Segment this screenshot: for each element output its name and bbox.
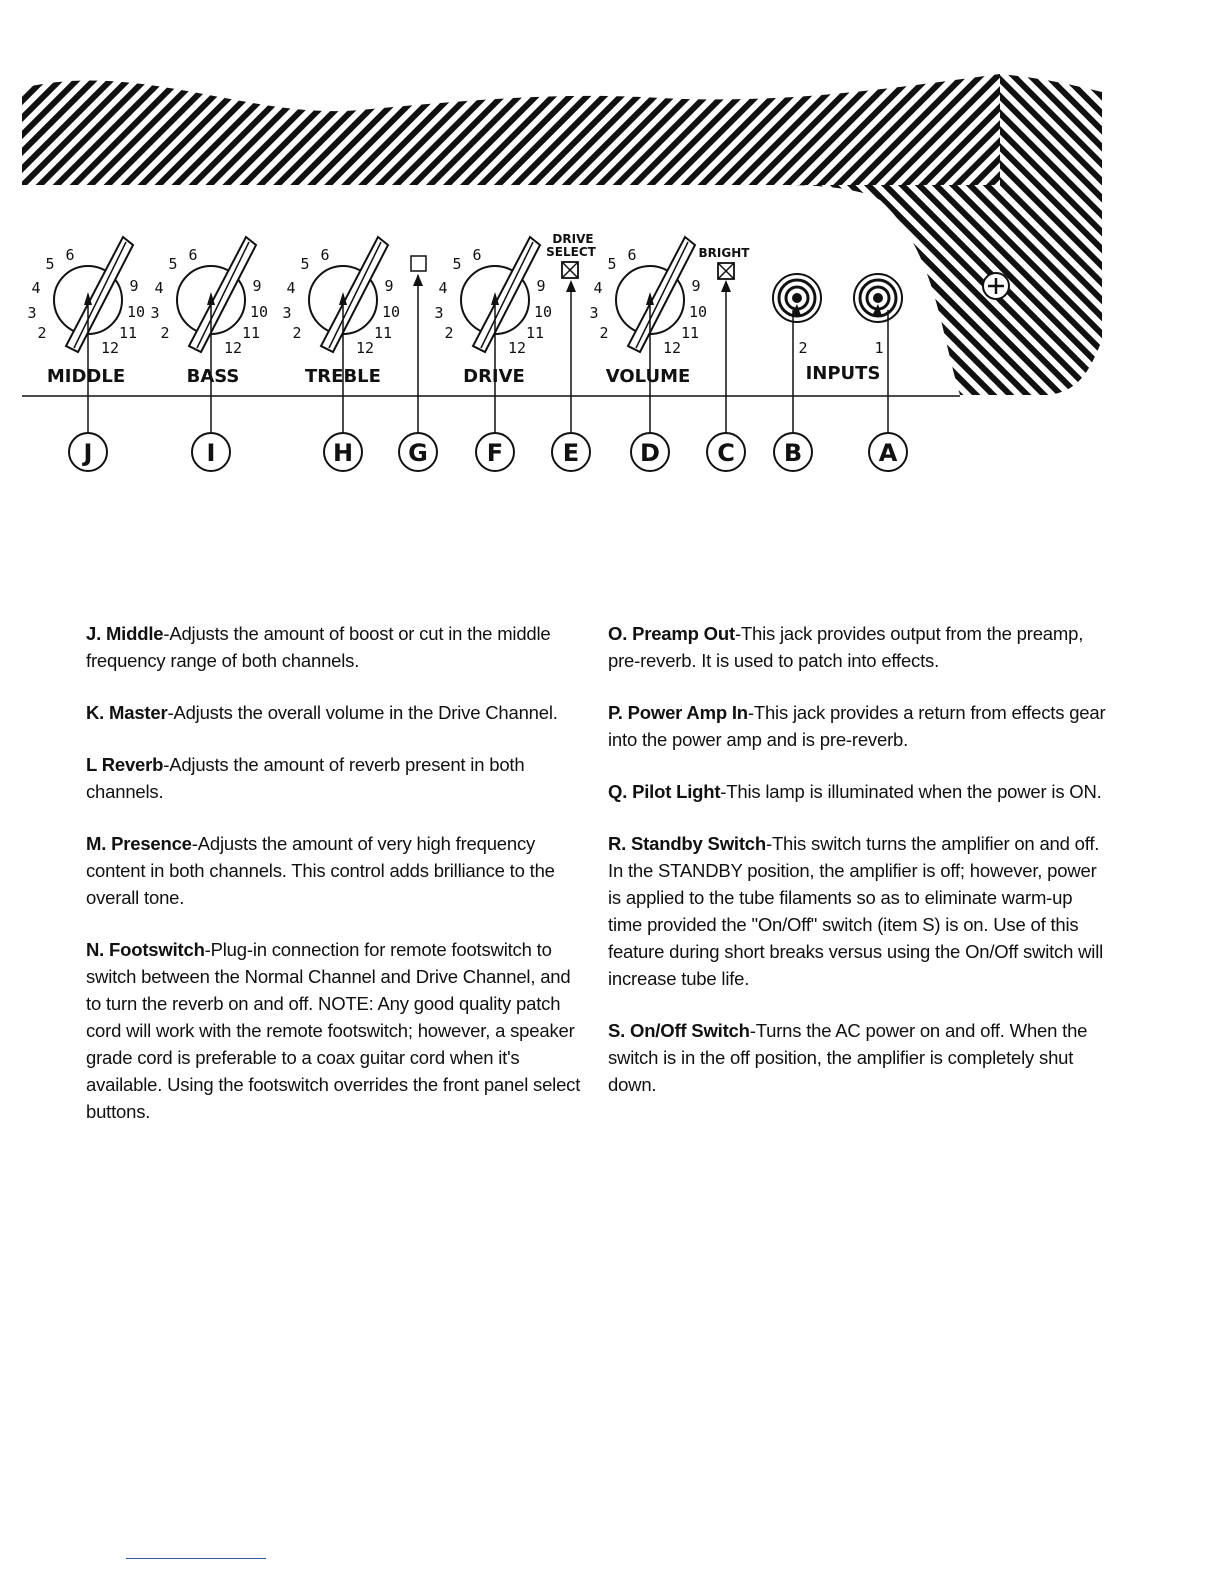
knob-label-bass: BASS: [186, 366, 240, 387]
knob-tick-5: 5: [607, 255, 617, 273]
cabinet-hatched-top: [22, 74, 1000, 185]
callout-J: [69, 433, 107, 471]
description-item: [86, 620, 586, 674]
knob-treble[interactable]: [282, 237, 400, 387]
description-item: [86, 830, 586, 911]
svg-text:J: J: [83, 439, 93, 467]
description-text: -This jack provides output from the preamp, pre-reverb. It is used to patch into effects.: [608, 623, 1084, 671]
knob-tick-10: 10: [533, 303, 553, 321]
description-item: [86, 751, 586, 805]
description-item: [608, 778, 1108, 805]
footer-rule: [126, 1558, 266, 1559]
knob-tick-5: 5: [452, 255, 462, 273]
description-key: O. Preamp Out: [608, 623, 735, 644]
callout-A: [869, 433, 907, 471]
svg-text:H: H: [332, 439, 354, 467]
knob-drive[interactable]: [434, 237, 552, 387]
knob-tick-5: 5: [300, 255, 310, 273]
description-text: -This lamp is illuminated when the power is ON.: [720, 781, 1102, 802]
svg-text:A: A: [878, 439, 898, 467]
callout-C: [707, 433, 745, 471]
knob-tick-11: 11: [525, 324, 545, 342]
descriptions-left-column: [86, 620, 586, 1150]
knob-label-treble: TREBLE: [305, 366, 381, 387]
callout-G: [399, 433, 437, 471]
description-item: [608, 1017, 1108, 1098]
description-key: S. On/Off Switch: [608, 1020, 750, 1041]
input-2-number: 2: [798, 339, 808, 357]
bright-label: BRIGHT: [698, 246, 750, 260]
knob-tick-9: 9: [129, 277, 139, 295]
knob-tick-4: 4: [31, 279, 41, 297]
description-item: [86, 936, 586, 1125]
description-key: Q. Pilot Light: [608, 781, 721, 802]
description-text: -Adjusts the amount of very high frequency content in both channels. This control adds brilliance to the overall tone.: [86, 833, 555, 908]
knob-tick-12: 12: [223, 339, 243, 357]
callout-D: [631, 433, 669, 471]
description-key: L Reverb: [86, 754, 164, 775]
knob-tick-9: 9: [384, 277, 394, 295]
knob-tick-12: 12: [662, 339, 682, 357]
knob-tick-3: 3: [150, 304, 160, 322]
switch-g[interactable]: [411, 256, 426, 271]
callout-F: [476, 433, 514, 471]
knob-tick-3: 3: [282, 304, 292, 322]
knob-volume[interactable]: [589, 237, 707, 387]
knob-tick-9: 9: [536, 277, 546, 295]
callout-E: [552, 433, 590, 471]
knob-label-drive: DRIVE: [463, 366, 525, 387]
knob-tick-11: 11: [241, 324, 261, 342]
description-text: -Adjusts the amount of boost or cut in the middle frequency range of both channels.: [86, 623, 551, 671]
knob-tick-4: 4: [438, 279, 448, 297]
knob-tick-3: 3: [434, 304, 444, 322]
knob-tick-2: 2: [292, 324, 302, 342]
knob-tick-6: 6: [320, 246, 330, 264]
knob-tick-3: 3: [27, 304, 37, 322]
description-key: N. Footswitch: [86, 939, 205, 960]
knob-tick-6: 6: [627, 246, 637, 264]
callout-B: [774, 433, 812, 471]
callout-I: [192, 433, 230, 471]
knob-tick-12: 12: [355, 339, 375, 357]
knob-tick-6: 6: [472, 246, 482, 264]
knob-middle[interactable]: [27, 237, 145, 387]
knob-tick-9: 9: [252, 277, 262, 295]
description-item: [608, 620, 1108, 674]
callout-H: [324, 433, 362, 471]
description-key: P. Power Amp In: [608, 702, 748, 723]
descriptions-right-column: [608, 620, 1108, 1123]
description-key: M. Presence: [86, 833, 192, 854]
knob-bass[interactable]: [150, 237, 268, 387]
input-1-number: 1: [874, 339, 884, 357]
knob-tick-5: 5: [45, 255, 55, 273]
knob-tick-4: 4: [286, 279, 296, 297]
description-key: J. Middle: [86, 623, 164, 644]
description-text: -Adjusts the amount of reverb present in both channels.: [86, 754, 525, 802]
knob-tick-3: 3: [589, 304, 599, 322]
svg-text:F: F: [486, 439, 504, 467]
knob-tick-2: 2: [37, 324, 47, 342]
amp-front-panel-diagram: [0, 0, 1224, 560]
knob-tick-11: 11: [118, 324, 138, 342]
inputs-label: INPUTS: [805, 363, 881, 384]
knob-tick-10: 10: [249, 303, 269, 321]
description-text: -Adjusts the overall volume in the Drive Channel.: [167, 702, 558, 723]
phillips-screw-icon: [983, 273, 1009, 299]
knob-tick-5: 5: [168, 255, 178, 273]
description-item: [608, 830, 1108, 992]
svg-text:E: E: [562, 439, 580, 467]
description-item: [608, 699, 1108, 753]
description-item: [86, 699, 586, 726]
drive-select-label-line2: SELECT: [546, 245, 596, 259]
knob-tick-2: 2: [599, 324, 609, 342]
description-text: -This switch turns the amplifier on and off. In the STANDBY position, the amplifier is off; however, power is applied to the tube filaments so as to eliminate warm-up time provided the "On/Off" switch (item S) is on. Use of this feature during short breaks versus using the On/Off switch will increase tube life.: [608, 833, 1104, 989]
knob-tick-10: 10: [126, 303, 146, 321]
knob-tick-10: 10: [688, 303, 708, 321]
drive-select-switch[interactable]: [546, 232, 596, 278]
knob-tick-11: 11: [373, 324, 393, 342]
knob-tick-6: 6: [188, 246, 198, 264]
description-key: K. Master: [86, 702, 168, 723]
svg-text:B: B: [783, 439, 803, 467]
description-text: -Plug-in connection for remote footswitch to switch between the Normal Channel and Drive Channel, and to turn the reverb on and off. NOTE: Any good quality patch cord will work with the remote footswitch; however, a speaker grade cord is preferable to a coax guitar cord when it's available. Using the footswitch overrides the front panel select buttons.: [86, 939, 581, 1122]
knob-tick-11: 11: [680, 324, 700, 342]
knob-tick-2: 2: [444, 324, 454, 342]
description-text: -This jack provides a return from effects gear into the power amp and is pre-reverb.: [608, 702, 1106, 750]
knob-tick-9: 9: [691, 277, 701, 295]
svg-text:G: G: [408, 439, 428, 467]
description-text: -Turns the AC power on and off. When the switch is in the off position, the amplifier is completely shut down.: [608, 1020, 1088, 1095]
knob-tick-4: 4: [593, 279, 603, 297]
svg-text:D: D: [640, 439, 660, 467]
knob-tick-12: 12: [507, 339, 527, 357]
knob-tick-2: 2: [160, 324, 170, 342]
knob-tick-6: 6: [65, 246, 75, 264]
bright-switch[interactable]: [699, 246, 751, 279]
knob-label-volume: VOLUME: [605, 366, 691, 387]
description-key: R. Standby Switch: [608, 833, 766, 854]
knob-tick-12: 12: [100, 339, 120, 357]
knob-tick-10: 10: [381, 303, 401, 321]
knob-tick-4: 4: [154, 279, 164, 297]
knob-label-middle: MIDDLE: [46, 366, 126, 387]
svg-text:I: I: [206, 439, 216, 467]
drive-select-label-line1: DRIVE: [552, 232, 594, 246]
svg-text:C: C: [717, 439, 735, 467]
